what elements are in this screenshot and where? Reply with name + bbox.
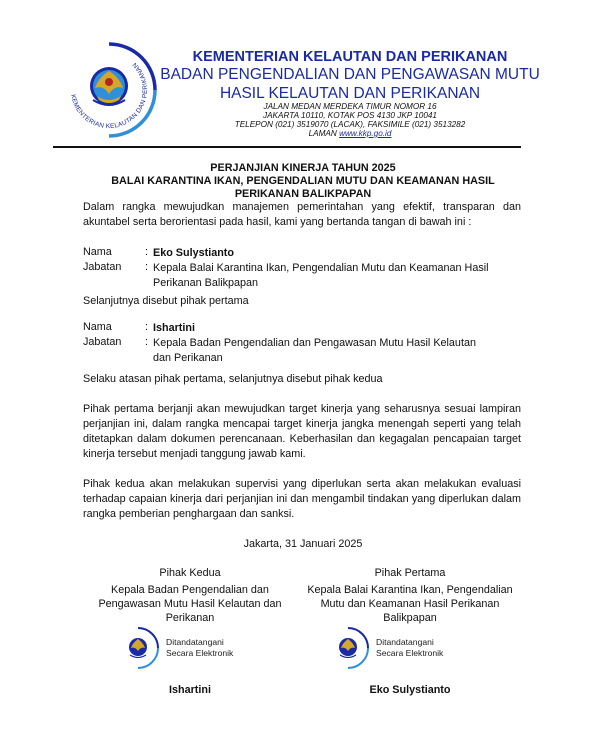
document-title: PERJANJIAN KINERJA TAHUN 2025 bbox=[210, 162, 396, 174]
right-stamp-line1: Ditandatangani bbox=[376, 637, 434, 647]
logo-ring-text: KEMENTERIAN KELAUTAN DAN PERIKANAN bbox=[69, 60, 150, 131]
party2-position-line2: dan Perikanan bbox=[153, 352, 223, 364]
ministry-logo bbox=[57, 38, 161, 142]
right-signer-title-line3: Balikpapan bbox=[383, 612, 437, 624]
left-signer-title-line3: Perikanan bbox=[165, 612, 215, 624]
party1-position-line2: Perikanan Balikpapan bbox=[153, 277, 259, 289]
party1-name-colon: : bbox=[145, 246, 148, 258]
party2-position-line1: Kepala Badan Pengendalian dan Pengawasan Mutu Hasil Kelautan bbox=[153, 337, 476, 349]
agency-name-line1: BADAN PENGENDALIAN DAN PENGAWASAN MUTU bbox=[160, 66, 540, 83]
party2-name-colon: : bbox=[145, 321, 148, 333]
supervision-paragraph: Pihak kedua akan melakukan supervisi yang diperlukan serta akan melakukan evaluasi terhadap capaian kinerja dari perjanjian ini dan mengambil tindakan yang diperlukan dalam rangka pemberian penghargaan dan sanksi. bbox=[83, 478, 521, 520]
address-line1: JALAN MEDAN MERDEKA TIMUR NOMOR 16 bbox=[263, 102, 437, 111]
website-link[interactable]: www.kkp.go.id bbox=[339, 129, 392, 138]
address-line2: JAKARTA 10110, KOTAK POS 4130 JKP 10041 bbox=[262, 111, 437, 120]
commitment-paragraph: Pihak pertama berjanji akan mewujudkan target kinerja yang seharusnya sesuai lampiran perjanjian ini, dalam rangka mencapai target kinerja jangka menengah seperti yang telah ditetapkan dalam dokumen perencanaan. Keberhasilan dan kegagalan pencapaian target kinerja tersebut menjadi tanggung jawab kami. bbox=[83, 403, 521, 460]
document-subtitle-line2: PERIKANAN BALIKPAPAN bbox=[234, 188, 372, 200]
party2-position-label: Jabatan bbox=[83, 336, 122, 348]
right-signer-title-line2: Mutu dan Keamanan Hasil Perikanan bbox=[320, 598, 500, 610]
party1-position-line1: Kepala Balai Karantina Ikan, Pengendalian Mutu dan Keamanan Hasil bbox=[153, 262, 489, 274]
website-line bbox=[180, 129, 520, 138]
right-signer-title-line1: Kepala Balai Karantina Ikan, Pengendalian bbox=[307, 584, 513, 596]
party1-name-label: Nama bbox=[83, 246, 112, 258]
party1-name-value: Eko Sulystianto bbox=[153, 247, 234, 259]
party1-position-label: Jabatan bbox=[83, 261, 122, 273]
left-signer-role: Pihak Kedua bbox=[159, 567, 221, 579]
right-electronic-signature-stamp bbox=[326, 626, 443, 670]
right-signer-role: Pihak Pertama bbox=[374, 567, 446, 579]
party2-position-colon: : bbox=[145, 336, 148, 348]
document-subtitle-line1: BALAI KARANTINA IKAN, PENGENDALIAN MUTU DAN KEAMANAN HASIL bbox=[111, 175, 495, 187]
left-signer-name: Ishartini bbox=[169, 684, 211, 696]
agency-name-line2: HASIL KELAUTAN DAN PERIKANAN bbox=[219, 85, 481, 102]
website-label: LAMAN bbox=[308, 129, 337, 138]
party2-name-value: Ishartini bbox=[153, 322, 195, 334]
left-signer-title-line1: Kepala Badan Pengendalian dan bbox=[111, 584, 269, 596]
left-stamp-logo-icon bbox=[116, 626, 160, 670]
right-stamp-line2: Secara Elektronik bbox=[376, 648, 444, 658]
ministry-name: KEMENTERIAN KELAUTAN DAN PERIKANAN bbox=[192, 49, 508, 65]
party1-position-colon: : bbox=[145, 261, 148, 273]
header-divider bbox=[53, 146, 521, 148]
address-line3: TELEPON (021) 3519070 (LACAK), FAKSIMILE (021) 3513282 bbox=[234, 120, 466, 129]
party2-name-label: Nama bbox=[83, 321, 112, 333]
place-date: Jakarta, 31 Januari 2025 bbox=[243, 538, 363, 550]
left-stamp-line1: Ditandatangani bbox=[166, 637, 224, 647]
left-electronic-signature-stamp bbox=[116, 626, 233, 670]
right-stamp-logo-icon bbox=[326, 626, 370, 670]
left-signer-title-line2: Pengawasan Mutu Hasil Kelautan dan bbox=[98, 598, 282, 610]
party1-designation: Selanjutnya disebut pihak pertama bbox=[83, 295, 249, 307]
intro-paragraph: Dalam rangka mewujudkan manajemen pemerintahan yang efektif, transparan dan akuntabel serta berorientasi pada hasil, kami yang bertanda tangan di bawah ini : bbox=[83, 201, 521, 228]
left-stamp-line2: Secara Elektronik bbox=[166, 648, 234, 658]
right-signer-name: Eko Sulystianto bbox=[369, 684, 451, 696]
party2-designation: Selaku atasan pihak pertama, selanjutnya disebut pihak kedua bbox=[83, 373, 383, 385]
